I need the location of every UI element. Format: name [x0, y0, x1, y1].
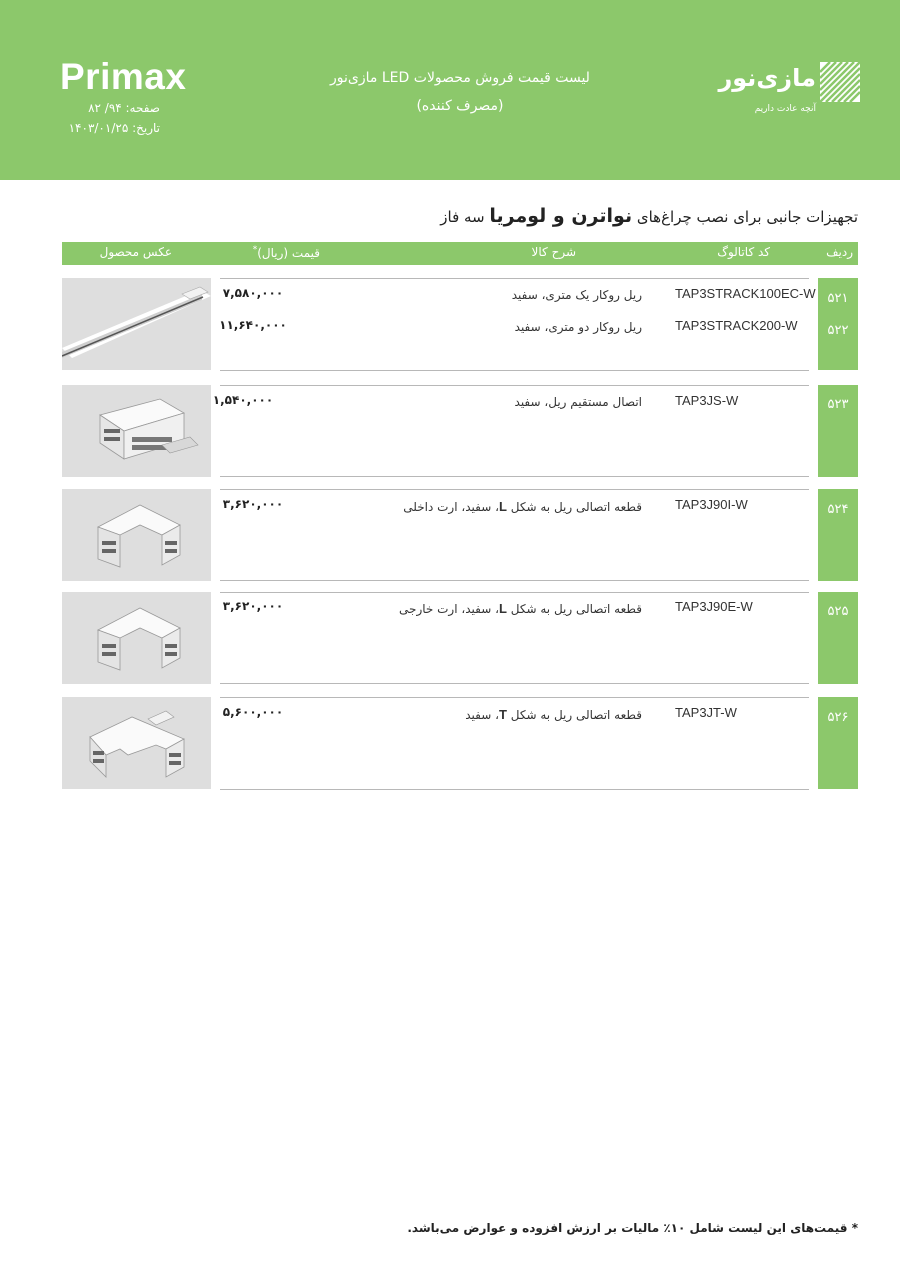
catalog-code: TAP3STRACK200-W: [675, 318, 798, 333]
row-divider: [220, 789, 809, 790]
header-price: [253, 245, 320, 260]
product-photo-l-connector-external: [62, 592, 211, 684]
row-number: ۵۲۶: [827, 710, 849, 725]
rail-track-image: [62, 278, 211, 370]
header-catalog-code: کد کاتالوگ: [717, 245, 770, 259]
straight-connector-image: [62, 385, 211, 477]
product-photo-t-connector: [62, 697, 211, 789]
row-divider: [220, 476, 809, 477]
logo-tagline: آنچه عادت داریم: [754, 104, 816, 114]
product-price: ۵,۶۰۰,۰۰۰: [222, 705, 284, 719]
description-text: ، سفید: [465, 708, 499, 722]
row-number: ۵۲۵: [827, 604, 849, 619]
row-number: ۵۲۳: [827, 397, 849, 412]
row-divider: [220, 697, 809, 698]
description-text: قطعه اتصالی ریل به شکل: [510, 708, 642, 722]
product-photo-rail: [62, 278, 211, 370]
catalog-code: TAP3STRACK100EC-W: [675, 286, 816, 301]
description-shape-letter: T: [498, 707, 507, 722]
catalog-code: TAP3JS-W: [675, 393, 739, 408]
company-logo: [720, 60, 860, 124]
catalog-code: TAP3JT-W: [675, 705, 737, 720]
row-number: ۵۲۲: [827, 323, 849, 338]
product-photo-l-connector-internal: [62, 489, 211, 581]
brand-name: Primax: [60, 56, 187, 97]
page-number: صفحه: ۹۴/ ۸۲: [88, 101, 160, 115]
product-description: ریل روکار یک متری، سفید: [511, 288, 642, 302]
description-shape-letter: L: [498, 499, 507, 514]
product-price: ۳,۶۲۰,۰۰۰: [222, 599, 284, 613]
catalog-code: TAP3J90E-W: [675, 599, 753, 614]
document-date: تاریخ: ۱۴۰۳/۰۱/۲۵: [68, 121, 160, 135]
row-divider: [220, 592, 809, 593]
description-text: ، سفید، ارت خارجی: [399, 602, 499, 616]
row-divider: [220, 489, 809, 490]
product-photo-straight-connector: [62, 385, 211, 477]
page-header: [0, 0, 900, 180]
product-price: ۱,۵۴۰,۰۰۰: [212, 393, 274, 407]
document-title: لیست قیمت فروش محصولات LED مازی‌نور: [330, 70, 590, 86]
l-connector-image: [62, 489, 211, 581]
row-divider: [220, 278, 809, 279]
logo-stripes-icon: [820, 62, 860, 102]
header-row-number: ردیف: [826, 245, 853, 259]
description-text: قطعه اتصالی ریل به شکل: [510, 500, 642, 514]
logo-wordmark: مازی‌نور: [718, 64, 816, 92]
section-title-bold: نواترن و لومریا: [489, 205, 633, 227]
product-price: ۷,۵۸۰,۰۰۰: [222, 286, 284, 300]
product-price: ۱۱,۶۴۰,۰۰۰: [219, 318, 287, 332]
section-title-suffix: سه فاز: [440, 208, 485, 226]
row-divider: [220, 370, 809, 371]
description-shape-letter: L: [498, 601, 507, 616]
tax-footnote: * قیمت‌های این لیست شامل ۱۰٪ مالیات بر ارزش افزوده و عوارض می‌باشد.: [407, 1221, 858, 1235]
header-price-mark: *: [252, 245, 258, 255]
product-description: ریل روکار دو متری، سفید: [514, 320, 642, 334]
catalog-code: TAP3J90I-W: [675, 497, 748, 512]
section-title: [440, 205, 858, 227]
product-description: [403, 499, 642, 514]
row-divider: [220, 683, 809, 684]
row-divider: [220, 385, 809, 386]
product-price: ۳,۶۲۰,۰۰۰: [222, 497, 284, 511]
section-title-prefix: تجهیزات جانبی برای نصب چراغ‌های: [636, 208, 858, 226]
description-text: قطعه اتصالی ریل به شکل: [510, 602, 642, 616]
document-subtitle: (مصرف کننده): [416, 98, 504, 114]
description-text: ، سفید، ارت داخلی: [403, 500, 499, 514]
row-number: ۵۲۴: [827, 502, 849, 517]
table-header: [62, 242, 858, 265]
product-description: [399, 601, 642, 616]
header-product-image: عکس محصول: [99, 245, 172, 259]
row-number: ۵۲۱: [827, 291, 849, 306]
header-price-label: قیمت (ریال): [257, 246, 320, 260]
t-connector-image: [62, 697, 211, 789]
row-divider: [220, 580, 809, 581]
header-description: شرح کالا: [531, 245, 576, 259]
l-connector-image: [62, 592, 211, 684]
product-description: اتصال مستقیم ریل، سفید: [514, 395, 642, 409]
product-description: [465, 707, 642, 722]
